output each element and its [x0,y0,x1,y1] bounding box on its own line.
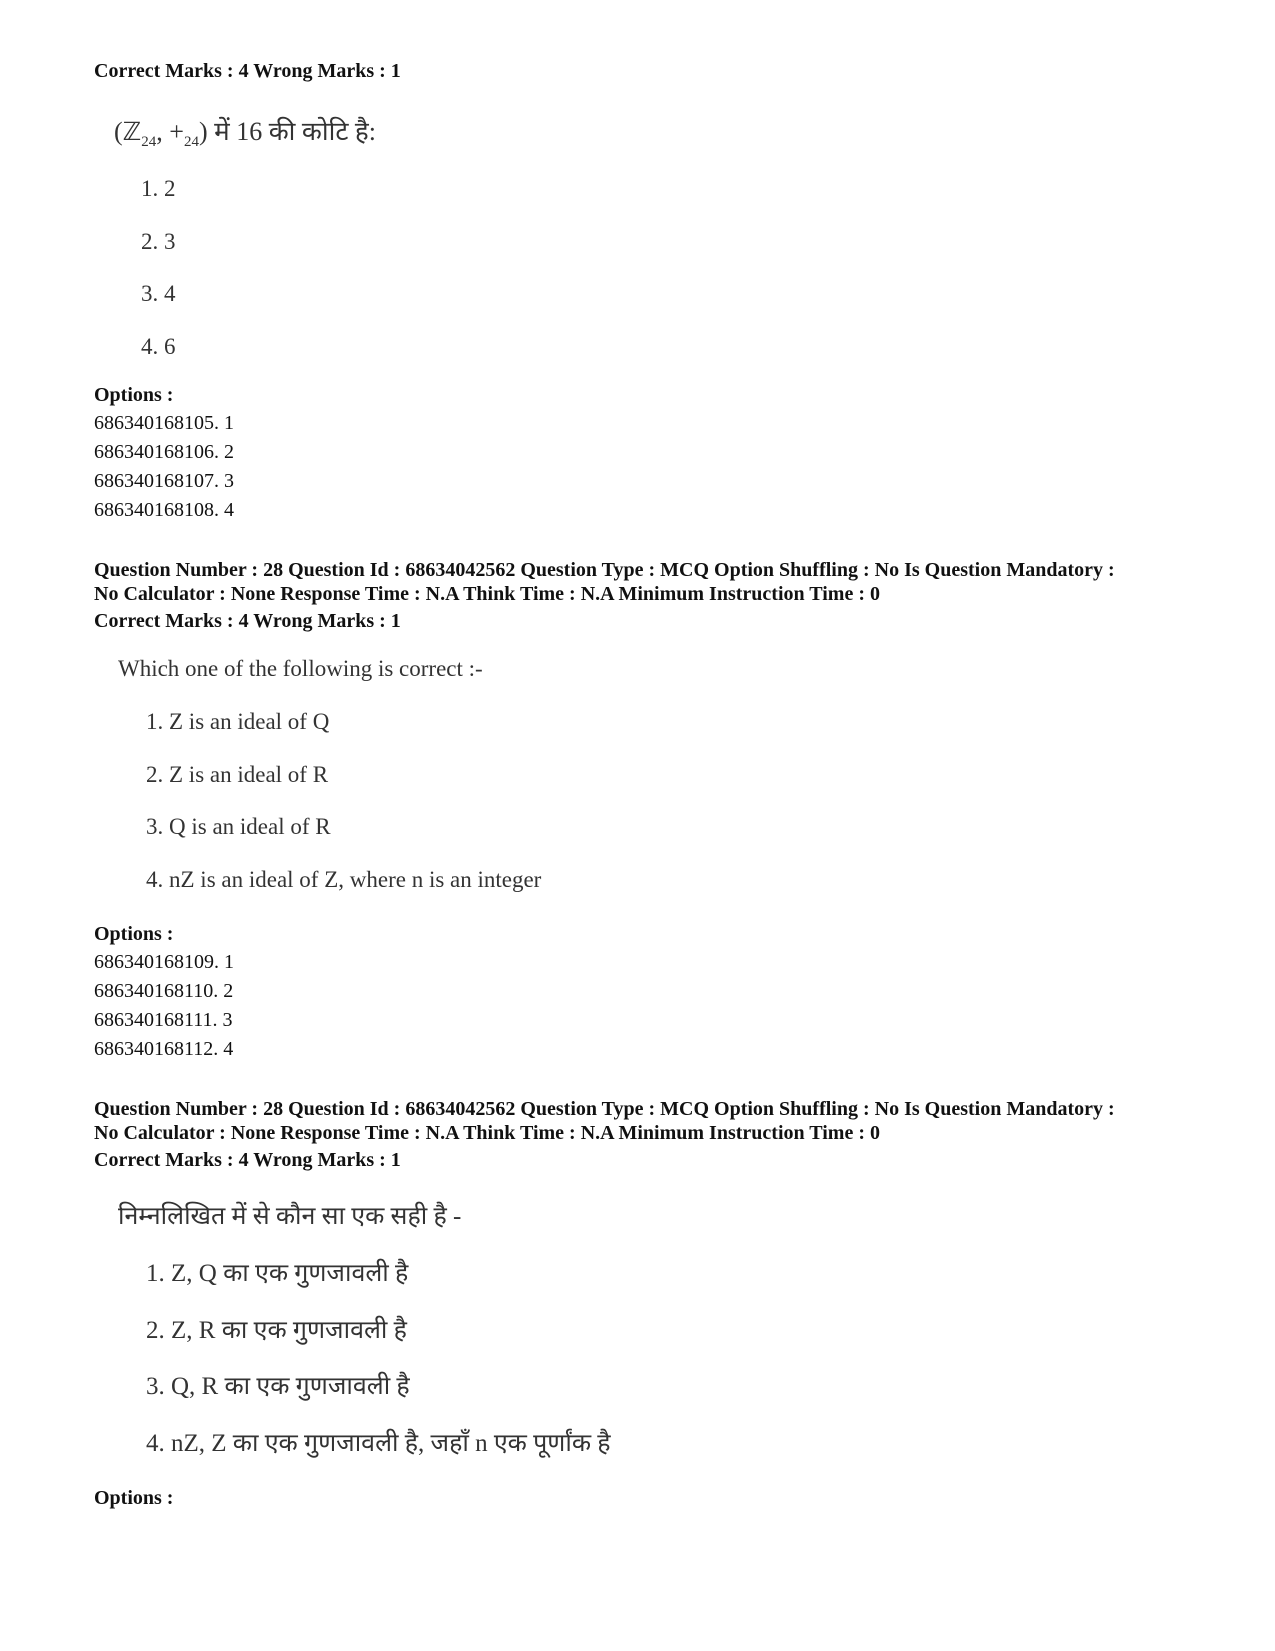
option-item: 686340168111. 3 [94,1009,233,1031]
choice-3: 3. Q, R का एक गुणजावली है [146,1373,410,1400]
meta-line: Question Number : 28 Question Id : 68634042562 Question Type : MCQ Option Shuffling : No Is Question Mandatory : [94,1098,1115,1120]
marks-line: Correct Marks : 4 Wrong Marks : 1 [94,60,401,82]
options-label: Options : [94,923,174,945]
marks-line: Correct Marks : 4 Wrong Marks : 1 [94,1149,401,1171]
question-stem: निम्नलिखित में से कौन सा एक सही है - [118,1203,462,1230]
question-stem: Which one of the following is correct :- [118,656,483,681]
choice-1: 1. Z is an ideal of Q [146,709,330,734]
option-item: 686340168109. 1 [94,951,234,973]
question-meta [94,558,1214,606]
choice-1: 1. 2 [141,176,176,201]
options-list [94,409,234,525]
comma-plus: , + [156,117,184,146]
option-item: 686340168110. 2 [94,980,234,1002]
paren-open: ( [114,117,123,146]
options-label: Options : [94,1487,174,1509]
meta-line: No Calculator : None Response Time : N.A Think Time : N.A Minimum Instruction Time : 0 [94,1122,880,1144]
option-item: 686340168107. 3 [94,470,234,492]
option-item: 686340168112. 4 [94,1038,234,1060]
marks-line: Correct Marks : 4 Wrong Marks : 1 [94,610,401,632]
option-item: 686340168108. 4 [94,499,234,521]
choice-1: 1. Z, Q का एक गुणजावली है [146,1260,409,1287]
question-stem [114,112,376,151]
choice-4: 4. nZ, Z का एक गुणजावली है, जहाँ n एक पूर्णांक है [146,1430,611,1457]
question-text: में 16 की कोटि है: [207,117,376,146]
question-meta [94,1097,1214,1145]
choice-2: 2. Z is an ideal of R [146,762,329,787]
subscript: 24 [183,134,199,151]
choice-2: 2. Z, R का एक गुणजावली है [146,1317,407,1344]
options-label: Options : [94,384,174,406]
integers-symbol: ℤ [122,117,142,146]
choice-3: 3. 4 [141,281,176,306]
choice-3: 3. Q is an ideal of R [146,814,331,839]
meta-line: Question Number : 28 Question Id : 68634042562 Question Type : MCQ Option Shuffling : No Is Question Mandatory : [94,559,1115,581]
choice-4: 4. 6 [141,334,176,359]
meta-line: No Calculator : None Response Time : N.A Think Time : N.A Minimum Instruction Time : 0 [94,583,880,605]
option-item: 686340168105. 1 [94,412,234,434]
choice-4: 4. nZ is an ideal of Z, where n is an integer [146,867,542,892]
option-item: 686340168106. 2 [94,441,234,463]
subscript: 24 [141,134,157,151]
paren-close: ) [198,117,208,146]
options-list [94,948,234,1064]
choice-2: 2. 3 [141,229,176,254]
